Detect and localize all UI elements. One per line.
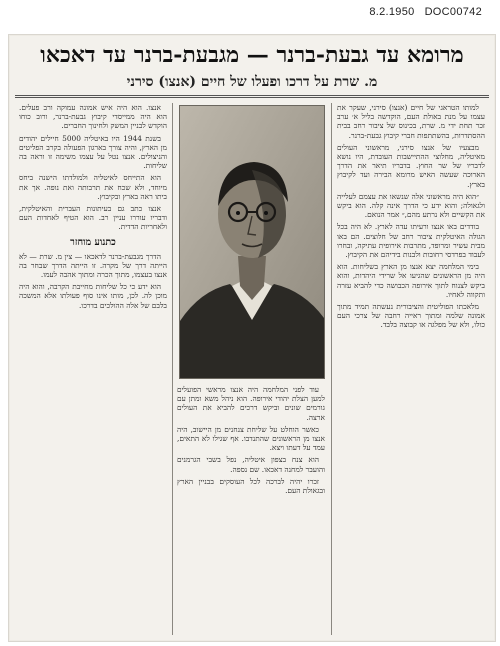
paragraph: אנצו כתב גם בעיתונות העברית והאיטלקית, ודבריו עוררו עניין רב. הוא הטיף לאחדות העם ולאחריות הדדית. [19, 204, 167, 232]
paragraph: בימי המלחמה יצא אנצו מן הארץ בשליחות. הוא היה מן הראשונים שהגיעו אל שרידי היהדות, והוא ביקש לצנוח לתוך אירופה הכבושה כדי להביא עזרה ותקווה לאחיו. [337, 262, 485, 299]
portrait-photo [179, 105, 325, 379]
article-headline: מרומא עד גבעת-ברנר — מגבעת-ברנר עד דאכאו [40, 42, 464, 68]
article-subhead: מ. שרת על דרכו ופעלו של חיים (אנצו) סירני [126, 74, 378, 90]
paragraph: למותו הטראגי של חיים (אנצו) סירני, שעקר את עצמו על מנת באולת העם, הוקדשה בליל א׳ ערב זכר תחת ידי מ. שרת, בכינוס של ציבור רחב בבית ההסתדרות, בהשתתפות חברי קיבוץ גבעת-ברנר. [337, 103, 485, 140]
left-text-column [19, 103, 167, 635]
paragraph: עוד לפני המלחמה היה אנצו מראשי הפועלים למען הצלת יהודי אירופה. הוא ניהל משא ומתן עם גורמים שונים וביקש דרכים להביא את העולים ארצה. [177, 385, 325, 422]
paragraph: אנצו. הוא היה איש אמונה עמוקה ורב פעלים. הוא היה ממייסדי קיבוץ גבעת-ברנר, ורוב כוחו הוקדש לבניין המשק ולחינוך החברים. [19, 103, 167, 131]
column-divider [331, 103, 332, 635]
paragraph: הדרך מגבעת-ברנר לדאכאו — צין מ. שרת — לא הייתה דרך של מקרה. זו הייתה הדרך שבחר בה אנצו בעצמו, מתוך הכרה ומתוך אהבה לעמו. [19, 251, 167, 280]
headline-rule-double [15, 97, 489, 98]
paragraph: הוא ידע כי כל שליחות מחייבת הקרבה, והוא היה מוכן לה. לכן, מותו אינו סוף פעולתו אלא המשכה בלבם של אלה ההולכים בדרכו. [19, 282, 167, 310]
paragraph: הוא צנח בצפון איטליה, נפל בשבי הגרמנים והועבר למחנה דאכאו. שם נספה. [177, 455, 325, 474]
paragraph: בשנת 1944 היו באיטליה 5000 חיילים יהודים מן הארץ, והיה צורך בארגון הפעולה בקרב הפליטים והניצולים. אנצו נטל על עצמו משימה זו וראה בה שליחות. [19, 133, 167, 171]
archive-stamp [369, 6, 482, 18]
archive-date: 8.2.1950 [369, 6, 415, 18]
paragraph: ״הוא היה מראשוני אלה שנשאו את עצמם לעלייה ולגאולה; והוא ידע כי הדרך אינה קלה. הוא ביקש את הקשיים ולא נרתע מהם,״ אמר הנואם. [337, 191, 485, 220]
center-text-column [177, 385, 325, 635]
column-divider [172, 103, 173, 635]
paragraph: מלאכתו הפוליטית והציבורית נעשתה תמיד מתוך אמונה שלמה ומתוך ראייה רחבה של צרכי העם כולו, ולא של מפלגה או קבוצה בלבד. [337, 302, 485, 330]
archive-doc-id: DOC00742 [424, 6, 482, 18]
right-text-column [337, 103, 485, 635]
newspaper-clipping [8, 34, 496, 642]
headline-rule [15, 95, 489, 96]
paragraph: בודדים באו אנצו ורעיתו עדה לארץ. לא היה בכל הגולה האיטלקית ציבור רחב של חלוצים. הם באו מבית עשיר ומרופד, מתרבות אירופית עתיקה, ובחרו לעבוד בפרדסי רחובות ולבנות בידיהם את הקיבוץ. [337, 222, 485, 260]
portrait-illustration [180, 106, 324, 378]
section-heading: כתנוע מוחזר [70, 236, 116, 248]
paragraph: הוא התייחס לאיטליה ולמולדתו הישנה ביחס מיוחד, ולא שכח את תרבותה ואת נופה. אך את ביתו ראה בארץ ובקיבוץ. [19, 173, 167, 201]
paragraph: זכרו יהיה לברכה לכל העוסקים בבניין הארץ ובגאולת העם. [177, 476, 325, 496]
paragraph: מבצעיו של אנצו סירני, מראשוני העולים מאיטליה, מחלוצי ההתיישבות העובדת, היו נושא לדבריו של שר החוץ. בדבריו תיאר את הדרך הארוכה שעשה האיש מרומא הבירה ועד לקיבוץ בארץ. [337, 142, 485, 189]
paragraph: כאשר הוחלט על שליחת צנחנים מן היישוב, היה אנצו מן הראשונים שהתנדבו. אף שגילו לא התאים, עמד על דעתו ויצא. [177, 424, 325, 453]
